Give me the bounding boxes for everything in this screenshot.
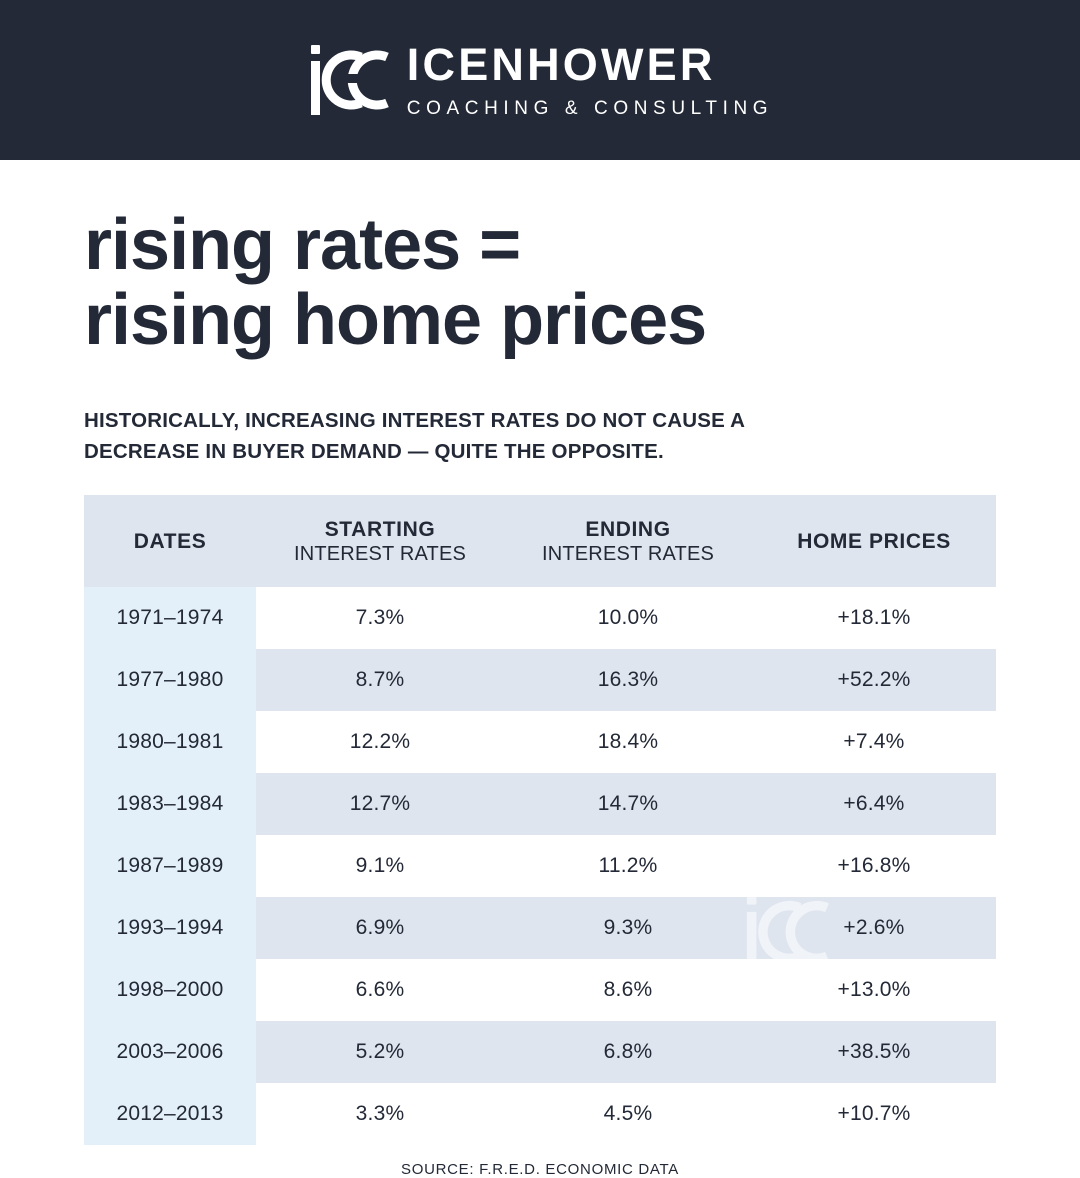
headline-line-1: rising rates = [84, 205, 521, 285]
table-row [84, 1083, 996, 1145]
cell-ending: 4.5% [504, 1083, 752, 1145]
table-header-row [84, 495, 996, 587]
table-row [84, 1021, 996, 1083]
brand-text [406, 39, 774, 119]
cell-dates: 1977–1980 [84, 649, 256, 711]
table-row [84, 773, 996, 835]
cell-ending: 8.6% [504, 959, 752, 1021]
column-header-ending-sublabel: INTEREST RATES [541, 543, 715, 566]
column-header-dates-label: DATES [133, 530, 207, 554]
column-header-ending-label: ENDING [585, 518, 671, 542]
cell-dates: 2003–2006 [84, 1021, 256, 1083]
cell-dates: 1980–1981 [84, 711, 256, 773]
icc-monogram-icon [307, 43, 393, 117]
main-content [0, 205, 1080, 1178]
cell-ending: 11.2% [504, 835, 752, 897]
cell-dates: 1983–1984 [84, 773, 256, 835]
cell-dates: 1993–1994 [84, 897, 256, 959]
column-header-home-prices [752, 495, 996, 587]
brand-lockup [307, 39, 774, 119]
cell-starting: 12.2% [256, 711, 504, 773]
cell-ending: 16.3% [504, 649, 752, 711]
column-header-starting-label: STARTING [324, 518, 436, 542]
cell-starting: 3.3% [256, 1083, 504, 1145]
brand-title: ICENHOWER [406, 39, 716, 90]
table-header [84, 495, 996, 587]
cell-ending: 14.7% [504, 773, 752, 835]
column-header-starting [256, 495, 504, 587]
header-bar [0, 0, 1080, 160]
cell-ending: 9.3% [504, 897, 752, 959]
cell-home-prices: +10.7% [752, 1083, 996, 1145]
cell-dates: 2012–2013 [84, 1083, 256, 1145]
table-row [84, 587, 996, 649]
table-row [84, 649, 996, 711]
table-row [84, 835, 996, 897]
cell-home-prices: +38.5% [752, 1021, 996, 1083]
cell-starting: 7.3% [256, 587, 504, 649]
cell-home-prices: +2.6% [752, 897, 996, 959]
table-row [84, 959, 996, 1021]
cell-ending: 18.4% [504, 711, 752, 773]
cell-home-prices: +13.0% [752, 959, 996, 1021]
table-row [84, 897, 996, 959]
cell-dates: 1998–2000 [84, 959, 256, 1021]
column-header-starting-sublabel: INTEREST RATES [293, 543, 467, 566]
table-body [84, 587, 996, 1145]
column-header-dates [84, 495, 256, 587]
cell-starting: 5.2% [256, 1021, 504, 1083]
page-title [84, 205, 996, 360]
cell-ending: 10.0% [504, 587, 752, 649]
cell-home-prices: +6.4% [752, 773, 996, 835]
headline-line-2: rising home prices [84, 279, 707, 360]
rates-table [84, 495, 996, 1145]
cell-ending: 6.8% [504, 1021, 752, 1083]
cell-home-prices: +18.1% [752, 587, 996, 649]
column-header-ending [504, 495, 752, 587]
cell-home-prices: +16.8% [752, 835, 996, 897]
cell-starting: 6.6% [256, 959, 504, 1021]
subheadline: HISTORICALLY, INCREASING INTEREST RATES DO NOT CAUSE A DECREASE IN BUYER DEMAND — QUITE THE OPPOSITE. [84, 408, 745, 463]
cell-starting: 8.7% [256, 649, 504, 711]
cell-dates: 1971–1974 [84, 587, 256, 649]
cell-starting: 9.1% [256, 835, 504, 897]
cell-home-prices: +52.2% [752, 649, 996, 711]
table-row [84, 711, 996, 773]
column-header-home-prices-label: HOME PRICES [797, 530, 951, 554]
brand-subtitle: COACHING & CONSULTING [406, 98, 774, 119]
cell-starting: 12.7% [256, 773, 504, 835]
data-table-wrapper [84, 495, 996, 1178]
cell-starting: 6.9% [256, 897, 504, 959]
cell-dates: 1987–1989 [84, 835, 256, 897]
source-note: SOURCE: F.R.E.D. ECONOMIC DATA [401, 1161, 679, 1178]
cell-home-prices: +7.4% [752, 711, 996, 773]
